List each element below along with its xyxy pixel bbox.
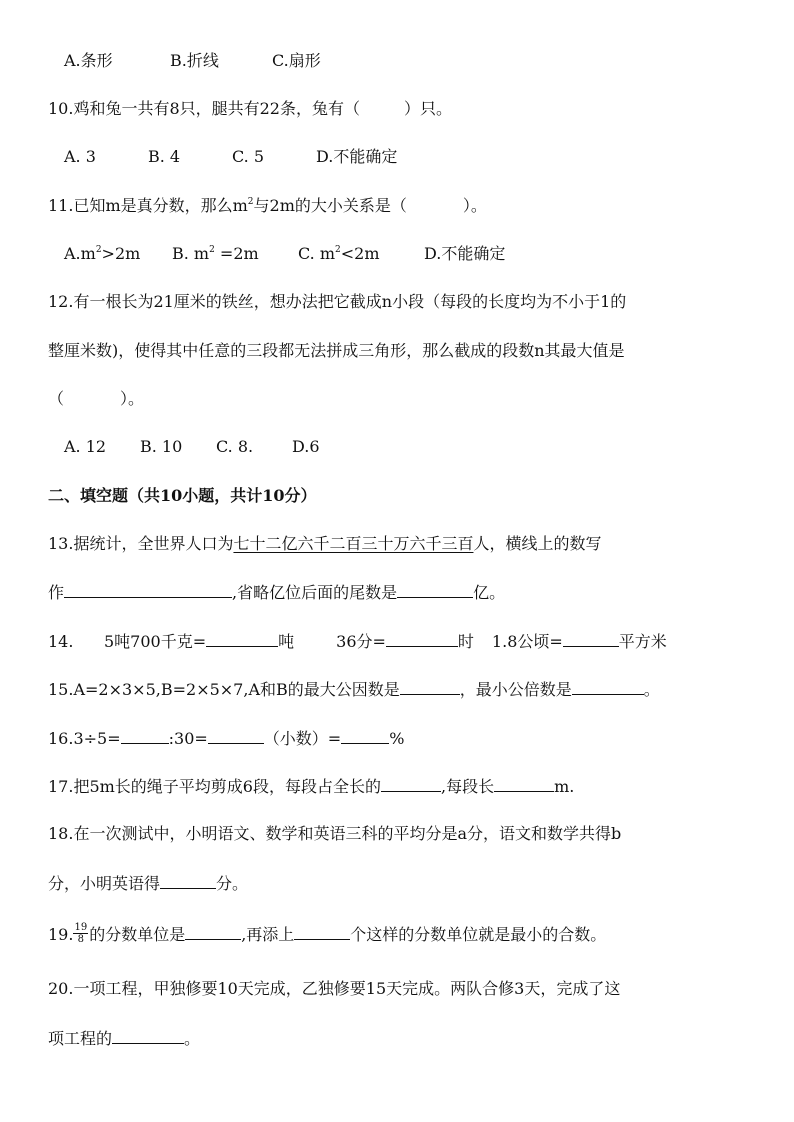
- q10-text: 10.鸡和兔一共有8只，腿共有22条，兔有（: [48, 99, 360, 118]
- q15-line: 15.A=2×3×5,B=2×5×7,A和B的最大公因数是 ，最小公倍数是 。: [48, 677, 660, 702]
- q16-blank-3[interactable]: [341, 726, 389, 744]
- q11-text-end: ）。: [462, 196, 487, 215]
- q17-blank-1[interactable]: [381, 774, 441, 792]
- q11-option-b[interactable]: B. $m^2 =2m$: [172, 244, 259, 263]
- q13-line-1: 13.据统计，全世界人口为七十二亿六千二百三十万六千三百人，横线上的数写: [48, 534, 602, 553]
- q10-text-end: ）只。: [404, 99, 453, 118]
- q17-line: 17.把5m长的绳子平均剪成6段，每段占全长的 ,每段长 m.: [48, 774, 574, 799]
- q16-line: 16.3÷5= :30= （小数）= %: [48, 726, 404, 751]
- q11-text-mid: 与2m的大小关系是（: [253, 196, 407, 215]
- q9-option-c[interactable]: C.扇形: [272, 51, 321, 70]
- q14-blank-2[interactable]: [386, 629, 458, 647]
- q16-blank-1[interactable]: [121, 726, 169, 744]
- q14-blank-3[interactable]: [563, 629, 619, 647]
- q13-line-2: 作 ,省略亿位后面的尾数是 亿。: [48, 580, 505, 605]
- q11-option-d[interactable]: D.不能确定: [424, 244, 506, 263]
- q11-option-c[interactable]: C. $m^2<2m$: [298, 244, 380, 263]
- q13-blank-1[interactable]: [64, 580, 232, 598]
- q12-option-b[interactable]: B. 10: [140, 437, 183, 456]
- q12-line-2: 整厘米数)，使得其中任意的三段都无法拼成三角形，那么截成的段数n其最大值是: [48, 341, 625, 360]
- q9-option-b[interactable]: B.折线: [170, 51, 219, 70]
- q13-blank-2[interactable]: [397, 580, 473, 598]
- q10-option-a[interactable]: A. 3: [64, 147, 96, 166]
- q10-options: [64, 145, 397, 169]
- q13-underlined-number: 七十二亿六千二百三十万六千三百: [233, 534, 474, 553]
- q18-line-2: 分，小明英语得 分。: [48, 871, 248, 896]
- q12-option-c[interactable]: C. 8.: [216, 437, 254, 456]
- q15-blank-2[interactable]: [572, 677, 644, 695]
- q10-stem: [48, 97, 452, 121]
- q17-blank-2[interactable]: [494, 774, 554, 792]
- q20-blank[interactable]: [112, 1026, 184, 1044]
- q12-option-a[interactable]: A. 12: [64, 437, 107, 456]
- section-2-title: 二、填空题（共10小题，共计10分）: [48, 486, 317, 505]
- q16-blank-2[interactable]: [208, 726, 264, 744]
- q11-options: [64, 242, 505, 266]
- q11-stem: [48, 194, 487, 218]
- q12-line-1: 12.有一根长为21厘米的铁丝，想办法把它截成n小段（每段的长度均为不小于1的: [48, 292, 627, 311]
- q11-text: 11.已知m是真分数，那么m: [48, 196, 248, 215]
- q12-option-d[interactable]: D.6: [292, 437, 320, 456]
- q19-fraction: $\frac{19}{8}$: [74, 922, 88, 945]
- q19-blank-2[interactable]: [294, 922, 350, 940]
- q19-line: 19. $\frac{19}{8}$ 的分数单位是 ,再添上 个这样的分数单位就是最小的合数。: [48, 922, 607, 945]
- q9-options: [64, 49, 321, 73]
- q10-option-d[interactable]: D.不能确定: [316, 147, 398, 166]
- q14-blank-1[interactable]: [206, 629, 278, 647]
- q12-options: [64, 435, 320, 459]
- q9-option-a[interactable]: A.条形: [64, 51, 113, 70]
- q12-line-3: （ ）。: [48, 389, 145, 408]
- q20-line-2: 项工程的 。: [48, 1026, 200, 1051]
- q11-option-a[interactable]: $A.m^2>2m$: [64, 244, 141, 263]
- q18-line-1: 18.在一次测试中，小明语文、数学和英语三科的平均分是a分，语文和数学共得b: [48, 824, 622, 843]
- q14-line: 14. 5吨700千克= 吨 36分= 时 1.8公顷= 平方米: [48, 629, 667, 654]
- q18-blank[interactable]: [160, 871, 216, 889]
- q15-blank-1[interactable]: [400, 677, 460, 695]
- q11-exponent: 2: [247, 197, 254, 207]
- q19-blank-1[interactable]: [185, 922, 241, 940]
- q20-line-1: 20.一项工程，甲独修要10天完成，乙独修要15天完成。两队合修3天，完成了这: [48, 979, 621, 998]
- q10-option-b[interactable]: B. 4: [148, 147, 181, 166]
- q10-option-c[interactable]: C. 5: [232, 147, 265, 166]
